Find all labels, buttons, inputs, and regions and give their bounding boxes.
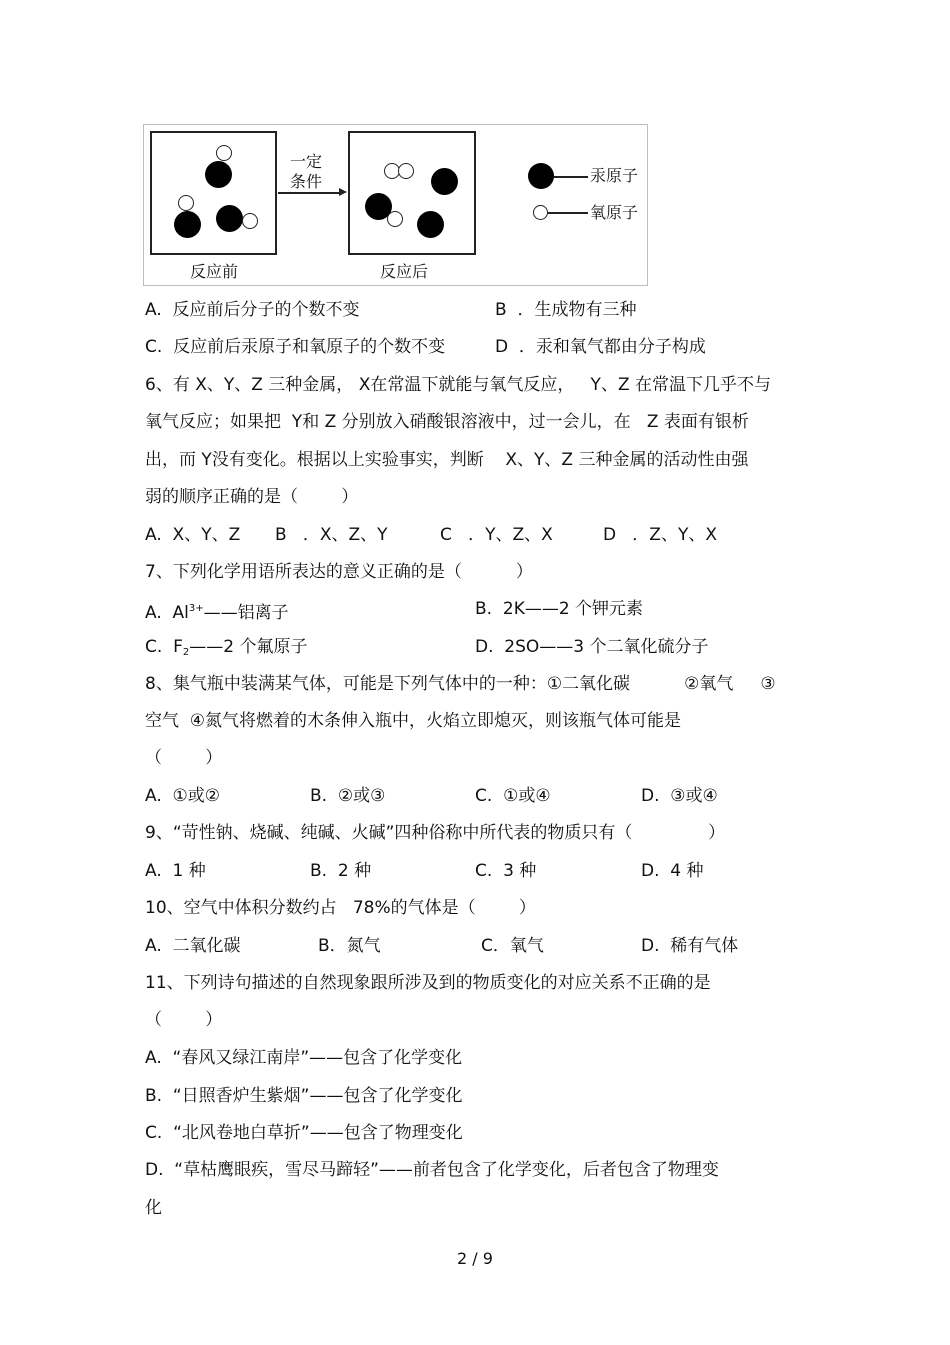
q7-a-meaning: ——铝离子: [203, 603, 289, 623]
q10-option-b: B．氮气: [318, 936, 381, 956]
q10-option-a: A. 二氧化碳: [145, 936, 241, 956]
q7-a-charge: 3+: [188, 603, 204, 614]
q11-option-c: C. “北风卷地白草折”——包含了物理变化: [145, 1123, 463, 1143]
page-number: 2 / 9: [457, 1249, 493, 1268]
q5-option-a: A. 反应前后分子的个数不变: [145, 300, 360, 320]
q6-option-b: B ．X、Z、Y: [275, 525, 388, 545]
q11-option-d-line1: D. “草枯鹰眼疾，雪尽马蹄轻”——前者包含了化学变化，后者包含了物理变: [145, 1160, 719, 1180]
q11-stem-line1: 11、下列诗句描述的自然现象跟所涉及到的物质变化的对应关系不正确的是: [145, 973, 711, 993]
oxygen-atom: [387, 211, 403, 227]
q7-c-meaning: ——2 个氟原子: [189, 637, 308, 657]
mercury-atom: [174, 211, 201, 238]
q8-stem-line3: （ ）: [145, 748, 223, 768]
q7-c-symbol: C. F: [145, 637, 183, 657]
q6-option-c: C ．Y、Z、X: [440, 525, 553, 545]
q7-a-symbol: A. Al: [145, 603, 189, 623]
oxygen-atom: [398, 163, 414, 179]
q6-option-a: A. X、Y、Z: [145, 525, 241, 545]
q11-option-a: A. “春风又绿江南岸”——包含了化学变化: [145, 1048, 463, 1068]
q6-stem-line1: 6、有 X、Y、Z 三种金属， X在常温下就能与氧气反应， Y、Z 在常温下几乎不与: [145, 375, 771, 395]
oxygen-atom: [216, 145, 232, 161]
q6-option-d: D ．Z、Y、X: [603, 525, 717, 545]
arrow-condition-top: 一定: [290, 152, 323, 171]
mercury-atom: [205, 161, 232, 188]
q9-option-c: C. 3 种: [475, 861, 537, 881]
legend-line: [548, 212, 588, 214]
oxygen-atom: [178, 195, 194, 211]
q8-stem-line2: 空气 ④氮气将燃着的木条伸入瓶中，火焰立即熄灭，则该瓶气体可能是: [145, 711, 682, 731]
q9-option-a: A. 1 种: [145, 861, 206, 881]
legend-oxygen-label: 氧原子: [590, 203, 639, 222]
arrow-condition-bottom: 条件: [290, 172, 323, 191]
reaction-arrow: [278, 192, 340, 194]
q5-option-d: D ．汞和氧气都由分子构成: [495, 337, 706, 357]
mercury-atom: [216, 205, 243, 232]
arrow-head-icon: [339, 188, 347, 196]
after-label: 反应后: [380, 262, 429, 281]
legend-line: [554, 176, 588, 178]
legend-mercury-atom: [528, 163, 554, 189]
q8-option-c: C. ①或④: [475, 786, 551, 806]
q9-option-d: D. 4 种: [641, 861, 704, 881]
q8-option-a: A. ①或②: [145, 786, 221, 806]
reaction-figure: [143, 124, 648, 286]
q5-option-c: C. 反应前后汞原子和氧原子的个数不变: [145, 337, 446, 357]
q11-option-b: B. “日照香炉生紫烟”——包含了化学变化: [145, 1086, 463, 1106]
q11-option-d-line2: 化: [145, 1198, 162, 1218]
q11-stem-line2: （ ）: [145, 1010, 223, 1030]
q10-option-c: C．氧气: [481, 936, 544, 956]
q9-option-b: B. 2 种: [310, 861, 372, 881]
q7-option-d: D. 2SO——3 个二氧化硫分子: [475, 637, 709, 657]
q7-option-a: [145, 598, 289, 624]
mercury-atom: [417, 211, 444, 238]
q10-stem: 10、空气中体积分数约占 78%的气体是（ ）: [145, 898, 536, 918]
q6-stem-line2: 氧气反应；如果把 Y和 Z 分别放入硝酸银溶液中，过一会儿，在 Z 表面有银析: [145, 412, 749, 432]
q8-option-d: D. ③或④: [641, 786, 718, 806]
q7-stem: 7、下列化学用语所表达的意义正确的是（ ）: [145, 562, 533, 582]
q6-stem-line3: 出，而 Y没有变化。根据以上实验事实，判断 X、Y、Z 三种金属的活动性由强: [145, 450, 749, 470]
q6-stem-line4: 弱的顺序正确的是（ ）: [145, 487, 359, 507]
after-box: [348, 131, 476, 255]
q8-stem-line1: 8、集气瓶中装满某气体，可能是下列气体中的一种：①二氧化碳 ②氧气 ③: [145, 674, 776, 694]
legend-oxygen-atom: [533, 205, 548, 220]
q10-option-d: D. 稀有气体: [641, 936, 739, 956]
before-label: 反应前: [190, 262, 239, 281]
q9-stem: 9、“苛性钠、烧碱、纯碱、火碱”四种俗称中所代表的物质只有（ ）: [145, 823, 726, 843]
q8-option-b: B. ②或③: [310, 786, 386, 806]
q5-option-b: B ．生成物有三种: [495, 300, 637, 320]
legend-mercury-label: 汞原子: [590, 166, 639, 185]
q7-option-c: [145, 636, 307, 664]
q7-c-subscript: 2: [182, 647, 190, 658]
mercury-atom: [431, 168, 458, 195]
before-box: [150, 131, 277, 255]
oxygen-atom: [242, 213, 258, 229]
q7-option-b: B. 2K——2 个钾元素: [475, 599, 644, 619]
